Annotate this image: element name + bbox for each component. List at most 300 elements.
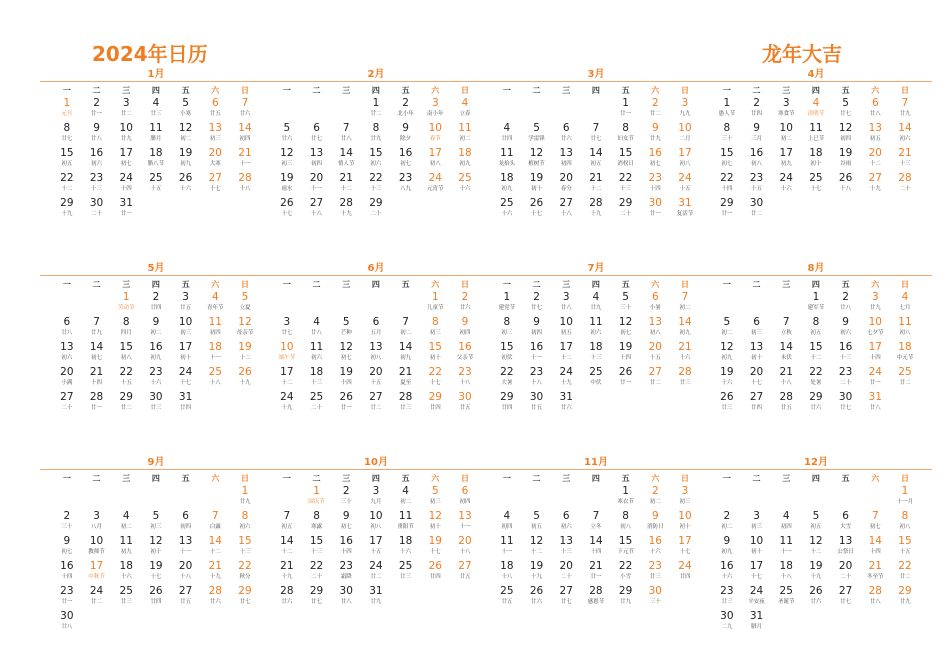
day-cell[interactable] bbox=[391, 510, 421, 535]
day-cell[interactable] bbox=[712, 560, 742, 585]
day-cell[interactable] bbox=[450, 485, 480, 510]
day-cell[interactable] bbox=[771, 585, 801, 610]
day-cell[interactable] bbox=[450, 172, 480, 197]
day-cell[interactable] bbox=[640, 510, 670, 535]
day-cell[interactable] bbox=[52, 97, 82, 122]
day-cell[interactable] bbox=[420, 391, 450, 416]
day-cell[interactable] bbox=[361, 391, 391, 416]
day-cell[interactable] bbox=[361, 341, 391, 366]
day-cell[interactable] bbox=[361, 535, 391, 560]
day-cell[interactable] bbox=[611, 122, 641, 147]
day-cell[interactable] bbox=[391, 535, 421, 560]
day-cell[interactable] bbox=[801, 585, 831, 610]
day-cell[interactable] bbox=[831, 510, 861, 535]
day-cell[interactable] bbox=[551, 147, 581, 172]
day-cell[interactable] bbox=[391, 485, 421, 510]
day-cell[interactable] bbox=[331, 147, 361, 172]
day-cell[interactable] bbox=[801, 366, 831, 391]
day-cell[interactable] bbox=[771, 316, 801, 341]
day-cell[interactable] bbox=[551, 366, 581, 391]
day-cell[interactable] bbox=[492, 147, 522, 172]
day-cell[interactable] bbox=[391, 316, 421, 341]
day-cell[interactable] bbox=[272, 197, 302, 222]
day-cell[interactable] bbox=[742, 560, 772, 585]
day-cell[interactable] bbox=[272, 560, 302, 585]
day-cell[interactable] bbox=[771, 560, 801, 585]
day-cell[interactable] bbox=[361, 510, 391, 535]
day-cell[interactable] bbox=[171, 341, 201, 366]
day-cell[interactable] bbox=[801, 147, 831, 172]
day-cell[interactable] bbox=[82, 316, 112, 341]
day-cell[interactable] bbox=[361, 585, 391, 610]
day-cell[interactable] bbox=[200, 510, 230, 535]
day-cell[interactable] bbox=[111, 122, 141, 147]
day-cell[interactable] bbox=[860, 147, 890, 172]
day-cell[interactable] bbox=[302, 366, 332, 391]
day-cell[interactable] bbox=[331, 341, 361, 366]
day-cell[interactable] bbox=[450, 122, 480, 147]
day-cell[interactable] bbox=[771, 97, 801, 122]
day-cell[interactable] bbox=[361, 485, 391, 510]
day-cell[interactable] bbox=[302, 585, 332, 610]
day-cell[interactable] bbox=[141, 122, 171, 147]
day-cell[interactable] bbox=[712, 122, 742, 147]
day-cell[interactable] bbox=[492, 122, 522, 147]
day-cell[interactable] bbox=[611, 172, 641, 197]
day-cell[interactable] bbox=[640, 172, 670, 197]
day-cell[interactable] bbox=[831, 122, 861, 147]
day-cell[interactable] bbox=[522, 316, 552, 341]
day-cell[interactable] bbox=[141, 391, 171, 416]
day-cell[interactable] bbox=[670, 291, 700, 316]
day-cell[interactable] bbox=[272, 172, 302, 197]
day-cell[interactable] bbox=[171, 147, 201, 172]
day-cell[interactable] bbox=[492, 341, 522, 366]
day-cell[interactable] bbox=[141, 172, 171, 197]
day-cell[interactable] bbox=[420, 341, 450, 366]
day-cell[interactable] bbox=[640, 291, 670, 316]
day-cell[interactable] bbox=[522, 366, 552, 391]
day-cell[interactable] bbox=[611, 341, 641, 366]
day-cell[interactable] bbox=[331, 366, 361, 391]
day-cell[interactable] bbox=[111, 366, 141, 391]
day-cell[interactable] bbox=[712, 366, 742, 391]
day-cell[interactable] bbox=[611, 485, 641, 510]
day-cell[interactable] bbox=[860, 122, 890, 147]
day-cell[interactable] bbox=[712, 97, 742, 122]
day-cell[interactable] bbox=[742, 172, 772, 197]
day-cell[interactable] bbox=[611, 316, 641, 341]
day-cell[interactable] bbox=[52, 560, 82, 585]
day-cell[interactable] bbox=[551, 510, 581, 535]
day-cell[interactable] bbox=[522, 585, 552, 610]
day-cell[interactable] bbox=[420, 172, 450, 197]
day-cell[interactable] bbox=[551, 560, 581, 585]
day-cell[interactable] bbox=[52, 391, 82, 416]
day-cell[interactable] bbox=[230, 291, 260, 316]
day-cell[interactable] bbox=[230, 585, 260, 610]
day-cell[interactable] bbox=[82, 197, 112, 222]
day-cell[interactable] bbox=[640, 535, 670, 560]
day-cell[interactable] bbox=[82, 535, 112, 560]
day-cell[interactable] bbox=[581, 366, 611, 391]
day-cell[interactable] bbox=[82, 122, 112, 147]
day-cell[interactable] bbox=[801, 510, 831, 535]
day-cell[interactable] bbox=[742, 97, 772, 122]
day-cell[interactable] bbox=[801, 316, 831, 341]
day-cell[interactable] bbox=[391, 97, 421, 122]
day-cell[interactable] bbox=[302, 197, 332, 222]
day-cell[interactable] bbox=[82, 366, 112, 391]
day-cell[interactable] bbox=[860, 341, 890, 366]
day-cell[interactable] bbox=[581, 341, 611, 366]
day-cell[interactable] bbox=[361, 147, 391, 172]
day-cell[interactable] bbox=[111, 316, 141, 341]
day-cell[interactable] bbox=[771, 172, 801, 197]
day-cell[interactable] bbox=[890, 560, 920, 585]
day-cell[interactable] bbox=[522, 510, 552, 535]
day-cell[interactable] bbox=[420, 560, 450, 585]
day-cell[interactable] bbox=[450, 560, 480, 585]
day-cell[interactable] bbox=[860, 316, 890, 341]
day-cell[interactable] bbox=[492, 535, 522, 560]
day-cell[interactable] bbox=[611, 197, 641, 222]
day-cell[interactable] bbox=[141, 510, 171, 535]
day-cell[interactable] bbox=[361, 316, 391, 341]
day-cell[interactable] bbox=[331, 585, 361, 610]
day-cell[interactable] bbox=[831, 341, 861, 366]
day-cell[interactable] bbox=[141, 535, 171, 560]
day-cell[interactable] bbox=[331, 560, 361, 585]
day-cell[interactable] bbox=[52, 147, 82, 172]
day-cell[interactable] bbox=[492, 391, 522, 416]
day-cell[interactable] bbox=[391, 391, 421, 416]
day-cell[interactable] bbox=[890, 535, 920, 560]
day-cell[interactable] bbox=[801, 341, 831, 366]
day-cell[interactable] bbox=[52, 510, 82, 535]
day-cell[interactable] bbox=[742, 535, 772, 560]
day-cell[interactable] bbox=[272, 316, 302, 341]
day-cell[interactable] bbox=[230, 147, 260, 172]
day-cell[interactable] bbox=[640, 485, 670, 510]
day-cell[interactable] bbox=[522, 197, 552, 222]
day-cell[interactable] bbox=[200, 97, 230, 122]
day-cell[interactable] bbox=[831, 97, 861, 122]
day-cell[interactable] bbox=[450, 291, 480, 316]
day-cell[interactable] bbox=[391, 366, 421, 391]
day-cell[interactable] bbox=[391, 147, 421, 172]
day-cell[interactable] bbox=[640, 560, 670, 585]
day-cell[interactable] bbox=[302, 485, 332, 510]
day-cell[interactable] bbox=[890, 485, 920, 510]
day-cell[interactable] bbox=[801, 122, 831, 147]
day-cell[interactable] bbox=[230, 560, 260, 585]
day-cell[interactable] bbox=[302, 341, 332, 366]
day-cell[interactable] bbox=[712, 535, 742, 560]
day-cell[interactable] bbox=[831, 535, 861, 560]
day-cell[interactable] bbox=[361, 197, 391, 222]
day-cell[interactable] bbox=[82, 97, 112, 122]
day-cell[interactable] bbox=[860, 535, 890, 560]
day-cell[interactable] bbox=[111, 147, 141, 172]
day-cell[interactable] bbox=[492, 172, 522, 197]
day-cell[interactable] bbox=[52, 122, 82, 147]
day-cell[interactable] bbox=[860, 391, 890, 416]
day-cell[interactable] bbox=[52, 610, 82, 635]
day-cell[interactable] bbox=[581, 535, 611, 560]
day-cell[interactable] bbox=[712, 391, 742, 416]
day-cell[interactable] bbox=[111, 197, 141, 222]
day-cell[interactable] bbox=[420, 366, 450, 391]
day-cell[interactable] bbox=[171, 391, 201, 416]
day-cell[interactable] bbox=[420, 122, 450, 147]
day-cell[interactable] bbox=[450, 535, 480, 560]
day-cell[interactable] bbox=[522, 122, 552, 147]
day-cell[interactable] bbox=[420, 535, 450, 560]
day-cell[interactable] bbox=[670, 341, 700, 366]
day-cell[interactable] bbox=[302, 391, 332, 416]
day-cell[interactable] bbox=[640, 122, 670, 147]
day-cell[interactable] bbox=[742, 122, 772, 147]
day-cell[interactable] bbox=[230, 97, 260, 122]
day-cell[interactable] bbox=[361, 560, 391, 585]
day-cell[interactable] bbox=[171, 122, 201, 147]
day-cell[interactable] bbox=[450, 97, 480, 122]
day-cell[interactable] bbox=[171, 291, 201, 316]
day-cell[interactable] bbox=[712, 316, 742, 341]
day-cell[interactable] bbox=[640, 341, 670, 366]
day-cell[interactable] bbox=[171, 316, 201, 341]
day-cell[interactable] bbox=[890, 147, 920, 172]
day-cell[interactable] bbox=[670, 122, 700, 147]
day-cell[interactable] bbox=[450, 147, 480, 172]
day-cell[interactable] bbox=[742, 510, 772, 535]
day-cell[interactable] bbox=[141, 316, 171, 341]
day-cell[interactable] bbox=[200, 172, 230, 197]
day-cell[interactable] bbox=[640, 585, 670, 610]
day-cell[interactable] bbox=[171, 97, 201, 122]
day-cell[interactable] bbox=[831, 391, 861, 416]
day-cell[interactable] bbox=[302, 510, 332, 535]
day-cell[interactable] bbox=[801, 172, 831, 197]
day-cell[interactable] bbox=[52, 172, 82, 197]
day-cell[interactable] bbox=[82, 510, 112, 535]
day-cell[interactable] bbox=[230, 316, 260, 341]
day-cell[interactable] bbox=[52, 366, 82, 391]
day-cell[interactable] bbox=[712, 341, 742, 366]
day-cell[interactable] bbox=[860, 97, 890, 122]
day-cell[interactable] bbox=[171, 510, 201, 535]
day-cell[interactable] bbox=[391, 560, 421, 585]
day-cell[interactable] bbox=[272, 341, 302, 366]
day-cell[interactable] bbox=[450, 341, 480, 366]
day-cell[interactable] bbox=[771, 366, 801, 391]
day-cell[interactable] bbox=[492, 510, 522, 535]
day-cell[interactable] bbox=[361, 366, 391, 391]
day-cell[interactable] bbox=[331, 485, 361, 510]
day-cell[interactable] bbox=[171, 535, 201, 560]
day-cell[interactable] bbox=[712, 147, 742, 172]
day-cell[interactable] bbox=[890, 341, 920, 366]
day-cell[interactable] bbox=[801, 391, 831, 416]
day-cell[interactable] bbox=[551, 535, 581, 560]
day-cell[interactable] bbox=[890, 316, 920, 341]
day-cell[interactable] bbox=[141, 147, 171, 172]
day-cell[interactable] bbox=[771, 341, 801, 366]
day-cell[interactable] bbox=[391, 122, 421, 147]
day-cell[interactable] bbox=[52, 316, 82, 341]
day-cell[interactable] bbox=[581, 291, 611, 316]
day-cell[interactable] bbox=[171, 560, 201, 585]
day-cell[interactable] bbox=[272, 510, 302, 535]
day-cell[interactable] bbox=[200, 535, 230, 560]
day-cell[interactable] bbox=[551, 197, 581, 222]
day-cell[interactable] bbox=[450, 366, 480, 391]
day-cell[interactable] bbox=[522, 147, 552, 172]
day-cell[interactable] bbox=[860, 172, 890, 197]
day-cell[interactable] bbox=[52, 535, 82, 560]
day-cell[interactable] bbox=[492, 316, 522, 341]
day-cell[interactable] bbox=[272, 366, 302, 391]
day-cell[interactable] bbox=[831, 172, 861, 197]
day-cell[interactable] bbox=[230, 341, 260, 366]
day-cell[interactable] bbox=[611, 510, 641, 535]
day-cell[interactable] bbox=[742, 610, 772, 635]
day-cell[interactable] bbox=[522, 172, 552, 197]
day-cell[interactable] bbox=[450, 510, 480, 535]
day-cell[interactable] bbox=[272, 122, 302, 147]
day-cell[interactable] bbox=[450, 391, 480, 416]
day-cell[interactable] bbox=[230, 485, 260, 510]
day-cell[interactable] bbox=[581, 585, 611, 610]
day-cell[interactable] bbox=[712, 585, 742, 610]
day-cell[interactable] bbox=[420, 510, 450, 535]
day-cell[interactable] bbox=[611, 147, 641, 172]
day-cell[interactable] bbox=[82, 341, 112, 366]
day-cell[interactable] bbox=[670, 366, 700, 391]
day-cell[interactable] bbox=[492, 291, 522, 316]
day-cell[interactable] bbox=[522, 291, 552, 316]
day-cell[interactable] bbox=[742, 316, 772, 341]
day-cell[interactable] bbox=[200, 291, 230, 316]
day-cell[interactable] bbox=[272, 147, 302, 172]
day-cell[interactable] bbox=[860, 560, 890, 585]
day-cell[interactable] bbox=[640, 97, 670, 122]
day-cell[interactable] bbox=[230, 535, 260, 560]
day-cell[interactable] bbox=[141, 341, 171, 366]
day-cell[interactable] bbox=[111, 510, 141, 535]
day-cell[interactable] bbox=[171, 366, 201, 391]
day-cell[interactable] bbox=[420, 485, 450, 510]
day-cell[interactable] bbox=[420, 316, 450, 341]
day-cell[interactable] bbox=[331, 316, 361, 341]
day-cell[interactable] bbox=[712, 610, 742, 635]
day-cell[interactable] bbox=[302, 535, 332, 560]
day-cell[interactable] bbox=[82, 560, 112, 585]
day-cell[interactable] bbox=[391, 172, 421, 197]
day-cell[interactable] bbox=[141, 585, 171, 610]
day-cell[interactable] bbox=[860, 510, 890, 535]
day-cell[interactable] bbox=[670, 510, 700, 535]
day-cell[interactable] bbox=[640, 197, 670, 222]
day-cell[interactable] bbox=[712, 172, 742, 197]
day-cell[interactable] bbox=[82, 391, 112, 416]
day-cell[interactable] bbox=[581, 316, 611, 341]
day-cell[interactable] bbox=[831, 291, 861, 316]
day-cell[interactable] bbox=[492, 560, 522, 585]
day-cell[interactable] bbox=[272, 585, 302, 610]
day-cell[interactable] bbox=[831, 316, 861, 341]
day-cell[interactable] bbox=[581, 560, 611, 585]
day-cell[interactable] bbox=[302, 147, 332, 172]
day-cell[interactable] bbox=[302, 172, 332, 197]
day-cell[interactable] bbox=[670, 560, 700, 585]
day-cell[interactable] bbox=[551, 391, 581, 416]
day-cell[interactable] bbox=[581, 122, 611, 147]
day-cell[interactable] bbox=[111, 291, 141, 316]
day-cell[interactable] bbox=[111, 97, 141, 122]
day-cell[interactable] bbox=[890, 172, 920, 197]
day-cell[interactable] bbox=[771, 510, 801, 535]
day-cell[interactable] bbox=[272, 535, 302, 560]
day-cell[interactable] bbox=[420, 291, 450, 316]
day-cell[interactable] bbox=[302, 122, 332, 147]
day-cell[interactable] bbox=[860, 585, 890, 610]
day-cell[interactable] bbox=[141, 97, 171, 122]
day-cell[interactable] bbox=[82, 585, 112, 610]
day-cell[interactable] bbox=[551, 585, 581, 610]
day-cell[interactable] bbox=[331, 122, 361, 147]
day-cell[interactable] bbox=[890, 510, 920, 535]
day-cell[interactable] bbox=[581, 510, 611, 535]
day-cell[interactable] bbox=[581, 147, 611, 172]
day-cell[interactable] bbox=[230, 122, 260, 147]
day-cell[interactable] bbox=[801, 560, 831, 585]
day-cell[interactable] bbox=[742, 197, 772, 222]
day-cell[interactable] bbox=[551, 316, 581, 341]
day-cell[interactable] bbox=[230, 366, 260, 391]
day-cell[interactable] bbox=[331, 535, 361, 560]
day-cell[interactable] bbox=[492, 366, 522, 391]
day-cell[interactable] bbox=[831, 585, 861, 610]
day-cell[interactable] bbox=[82, 147, 112, 172]
day-cell[interactable] bbox=[200, 316, 230, 341]
day-cell[interactable] bbox=[670, 485, 700, 510]
day-cell[interactable] bbox=[52, 585, 82, 610]
day-cell[interactable] bbox=[771, 122, 801, 147]
day-cell[interactable] bbox=[890, 291, 920, 316]
day-cell[interactable] bbox=[331, 197, 361, 222]
day-cell[interactable] bbox=[831, 147, 861, 172]
day-cell[interactable] bbox=[611, 366, 641, 391]
day-cell[interactable] bbox=[522, 560, 552, 585]
day-cell[interactable] bbox=[742, 366, 772, 391]
day-cell[interactable] bbox=[302, 560, 332, 585]
day-cell[interactable] bbox=[522, 535, 552, 560]
day-cell[interactable] bbox=[111, 172, 141, 197]
day-cell[interactable] bbox=[82, 172, 112, 197]
day-cell[interactable] bbox=[331, 391, 361, 416]
day-cell[interactable] bbox=[771, 535, 801, 560]
day-cell[interactable] bbox=[712, 510, 742, 535]
day-cell[interactable] bbox=[670, 197, 700, 222]
day-cell[interactable] bbox=[111, 391, 141, 416]
day-cell[interactable] bbox=[200, 560, 230, 585]
day-cell[interactable] bbox=[801, 97, 831, 122]
day-cell[interactable] bbox=[361, 172, 391, 197]
day-cell[interactable] bbox=[200, 366, 230, 391]
day-cell[interactable] bbox=[611, 97, 641, 122]
